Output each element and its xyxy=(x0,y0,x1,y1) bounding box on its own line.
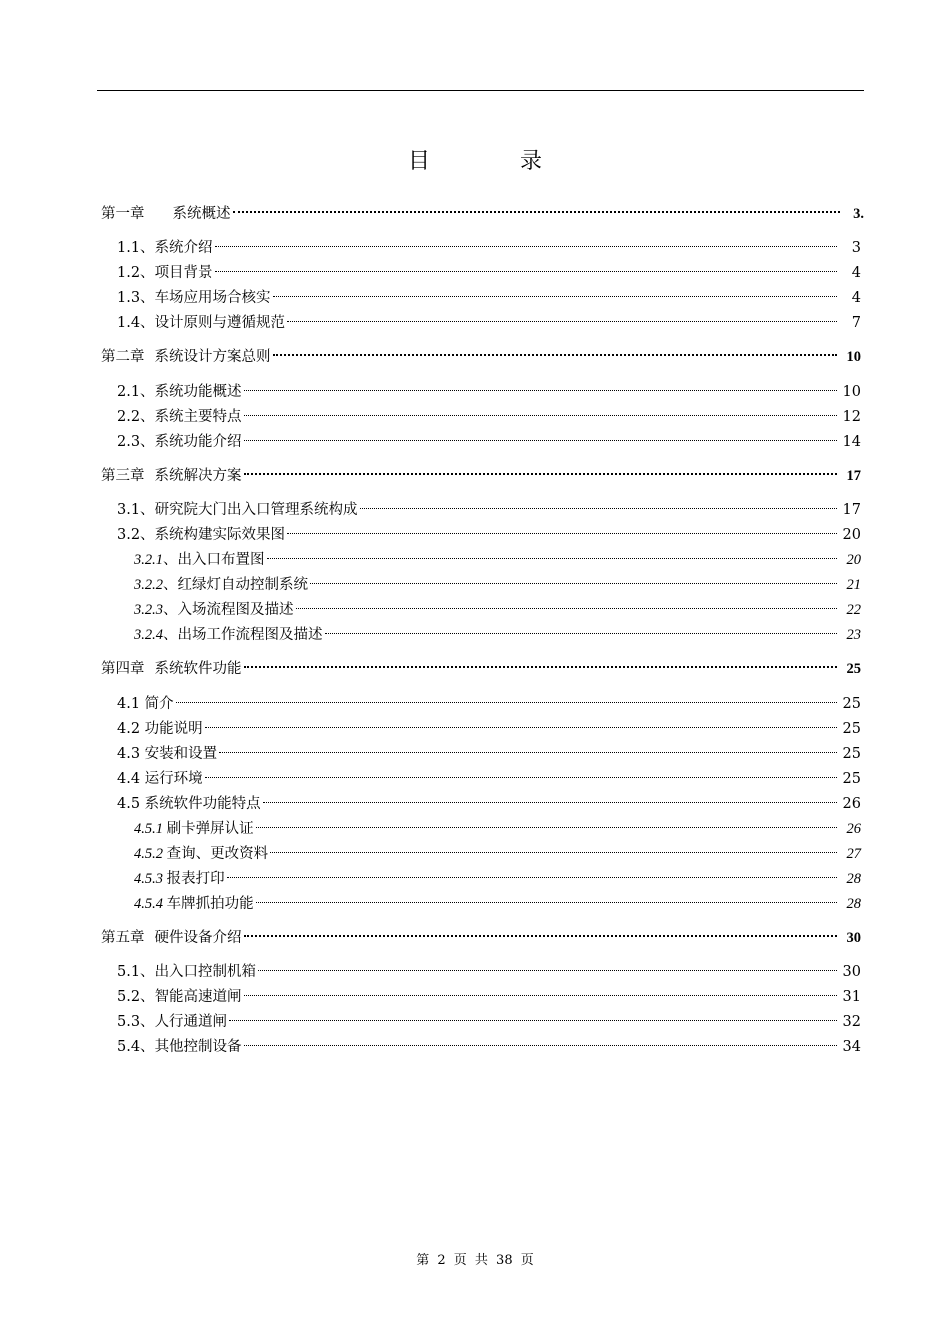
toc-entry[interactable] xyxy=(117,1036,861,1058)
dot-leader xyxy=(244,415,837,416)
toc-entry-number: 3.2.4 xyxy=(134,627,163,643)
toc-entry-number: 2.2、 xyxy=(117,409,155,425)
dot-leader xyxy=(360,508,837,509)
toc-entry-label xyxy=(134,818,254,840)
dot-leader xyxy=(287,321,837,322)
dot-leader xyxy=(273,296,837,297)
toc-entry[interactable] xyxy=(134,893,861,915)
toc-entry[interactable] xyxy=(134,868,861,890)
toc-entry-title: 系统软件功能特点 xyxy=(144,796,261,812)
dot-leader xyxy=(296,608,838,609)
toc-entry-label xyxy=(101,346,271,368)
toc-entry-page-number: 22 xyxy=(846,602,861,618)
toc-entry[interactable] xyxy=(101,465,861,487)
toc-entry[interactable] xyxy=(134,599,861,621)
toc-entry-title: 刷卡弹屏认证 xyxy=(166,821,254,837)
dot-leader xyxy=(229,1020,837,1021)
toc-entry-title: 系统功能介绍 xyxy=(154,434,242,450)
dot-leader xyxy=(244,473,838,475)
toc-entry-label xyxy=(117,499,358,521)
dot-leader xyxy=(244,390,837,391)
toc-entry-title: 系统软件功能 xyxy=(154,661,242,677)
toc-entry[interactable] xyxy=(117,312,861,334)
toc-entry-number: 2.1、 xyxy=(117,384,155,400)
toc-entry-page-number: 27 xyxy=(846,846,861,862)
toc-entry-label xyxy=(117,693,174,715)
toc-entry-number: 1.4、 xyxy=(117,315,155,331)
dot-leader xyxy=(244,440,837,441)
toc-entry-title: 系统介绍 xyxy=(154,240,213,256)
toc-entry-number: 第二章 xyxy=(101,349,145,365)
toc-entry-number: 3.2.2 xyxy=(134,577,163,593)
toc-entry-label xyxy=(134,843,268,865)
toc-entry-label xyxy=(134,549,265,571)
toc-entry[interactable] xyxy=(117,381,861,403)
toc-entry-page-number: 7 xyxy=(851,315,861,331)
toc-entry-label xyxy=(101,658,242,680)
toc-entry-title: 研究院大门出入口管理系统构成 xyxy=(154,502,358,518)
toc-entry-page-number: 30 xyxy=(842,964,861,980)
toc-entry-title: 报表打印 xyxy=(166,871,225,887)
toc-entry-page-number: 28 xyxy=(846,896,861,912)
toc-entry-label xyxy=(117,262,213,284)
toc-entry-label xyxy=(117,743,217,765)
toc-entry-title: 出入口控制机箱 xyxy=(154,964,257,980)
dot-leader xyxy=(267,558,838,559)
toc-entry[interactable] xyxy=(101,927,861,949)
toc-entry-page-number: 32 xyxy=(842,1014,861,1030)
toc-entry-label xyxy=(134,599,294,621)
toc-entry-page-number: 3 xyxy=(851,240,861,256)
toc-entry-number: 3.1、 xyxy=(117,502,155,518)
toc-entry[interactable] xyxy=(101,203,864,225)
dot-leader xyxy=(263,802,837,803)
toc-entry-number: 第四章 xyxy=(101,661,145,677)
dot-leader xyxy=(258,970,837,971)
toc-entry-label xyxy=(134,868,225,890)
toc-entry-title: 查询、更改资料 xyxy=(166,846,269,862)
toc-entry-label xyxy=(101,203,231,225)
dot-leader xyxy=(244,995,837,996)
toc-entry-title: 简介 xyxy=(144,696,174,712)
toc-entry-title: 项目背景 xyxy=(154,265,213,281)
toc-entry-number: 2.3、 xyxy=(117,434,155,450)
toc-entry-label xyxy=(117,381,242,403)
page-footer: 第 2 页 共 38 页 xyxy=(416,1253,534,1268)
toc-entry-number: 5.2、 xyxy=(117,989,155,1005)
toc-entry-label xyxy=(134,624,323,646)
toc-entry-title: 智能高速道闸 xyxy=(154,989,242,1005)
toc-entry-page-number: 25 xyxy=(842,746,861,762)
toc-entry-page-number: 4 xyxy=(851,265,861,281)
toc-entry[interactable] xyxy=(117,793,861,815)
toc-entry-page-number: 25 xyxy=(846,661,861,677)
toc-entry-title: 设计原则与遵循规范 xyxy=(154,315,286,331)
toc-entry-page-number: 17 xyxy=(842,502,861,518)
toc-entry[interactable] xyxy=(117,237,861,259)
toc-entry-page-number: 30 xyxy=(846,930,861,946)
toc-entry[interactable] xyxy=(117,743,861,765)
toc-entry-page-number: 4 xyxy=(851,290,861,306)
toc-entry-number: 4.3 xyxy=(117,746,145,762)
toc-entry-page-number: 17 xyxy=(846,468,861,484)
toc-entry-label xyxy=(134,893,254,915)
page-title: 目 录 xyxy=(407,149,576,174)
toc-entry-page-number: 20 xyxy=(846,552,861,568)
dot-leader xyxy=(233,211,841,213)
toc-entry-number: 4.5.1 xyxy=(134,821,167,837)
dot-leader xyxy=(215,246,837,247)
dot-leader xyxy=(256,902,837,903)
toc-entry-page-number: 28 xyxy=(846,871,861,887)
toc-entry[interactable] xyxy=(117,693,861,715)
dot-leader xyxy=(219,752,837,753)
toc-entry[interactable] xyxy=(134,843,861,865)
toc-entry[interactable] xyxy=(117,406,861,428)
toc-entry[interactable] xyxy=(117,1011,861,1033)
toc-entry-number: 4.4 xyxy=(117,771,145,787)
toc-entry-title: 运行环境 xyxy=(144,771,203,787)
toc-entry-page-number: 20 xyxy=(842,527,861,543)
toc-entry[interactable] xyxy=(117,986,861,1008)
dot-leader xyxy=(273,354,838,356)
dot-leader xyxy=(244,935,838,937)
toc-entry[interactable] xyxy=(134,549,861,571)
toc-entry-page-number: 34 xyxy=(842,1039,861,1055)
toc-entry[interactable] xyxy=(117,961,861,983)
toc-entry-number: 第一章 xyxy=(101,206,145,222)
toc-entry-label xyxy=(101,927,242,949)
toc-entry-title: 其他控制设备 xyxy=(154,1039,242,1055)
toc-entry-label xyxy=(117,986,242,1008)
dot-leader xyxy=(287,533,837,534)
toc-entry[interactable] xyxy=(117,431,861,453)
toc-entry-label xyxy=(117,793,261,815)
toc-entry-title: 系统功能概述 xyxy=(154,384,242,400)
toc-entry-page-number: 12 xyxy=(842,409,861,425)
toc-entry-number: 4.1 xyxy=(117,696,145,712)
toc-entry-page-number: 10 xyxy=(846,349,861,365)
dot-leader xyxy=(256,827,837,828)
toc-entry-label xyxy=(117,1011,227,1033)
toc-entry-number: 3.2.3 xyxy=(134,602,163,618)
toc-entry-label xyxy=(101,465,242,487)
toc-entry-page-number: 3. xyxy=(853,206,864,222)
toc-entry-number: 4.5.2 xyxy=(134,846,167,862)
toc-entry-number: 第三章 xyxy=(101,468,145,484)
toc-entry-label xyxy=(117,237,213,259)
toc-entry[interactable] xyxy=(134,574,861,596)
toc-entry-number: 1.2、 xyxy=(117,265,155,281)
dot-leader xyxy=(205,727,837,728)
toc-entry-page-number: 21 xyxy=(846,577,861,593)
dot-leader xyxy=(244,666,838,668)
dot-leader xyxy=(244,1045,837,1046)
toc-entry-title: 系统主要特点 xyxy=(154,409,242,425)
toc-entry-title: 车牌抓拍功能 xyxy=(166,896,254,912)
toc-entry-number: 1.1、 xyxy=(117,240,155,256)
toc-entry-label xyxy=(117,431,242,453)
toc-entry-page-number: 23 xyxy=(846,627,861,643)
toc-entry-label xyxy=(117,287,271,309)
toc-entry[interactable] xyxy=(134,624,861,646)
toc-entry-title: 系统概述 xyxy=(172,206,231,222)
toc-entry-title: 系统设计方案总则 xyxy=(154,349,271,365)
toc-entry-label xyxy=(117,312,285,334)
toc-entry-title: 硬件设备介绍 xyxy=(154,930,242,946)
toc-entry-number: 1.3、 xyxy=(117,290,155,306)
toc-entry-number: 第五章 xyxy=(101,930,145,946)
toc-entry-page-number: 10 xyxy=(842,384,861,400)
toc-entry[interactable] xyxy=(101,346,861,368)
dot-leader xyxy=(176,702,837,703)
toc-entry-page-number: 14 xyxy=(842,434,861,450)
toc-entry-number: 5.3、 xyxy=(117,1014,155,1030)
toc-entry[interactable] xyxy=(117,262,861,284)
toc-entry-label xyxy=(117,1036,242,1058)
toc-entry-page-number: 25 xyxy=(842,721,861,737)
dot-leader xyxy=(227,877,837,878)
toc-entry-title: 功能说明 xyxy=(144,721,203,737)
toc-entry-page-number: 25 xyxy=(842,696,861,712)
dot-leader xyxy=(310,583,837,584)
toc-entry-number: 3.2、 xyxy=(117,527,155,543)
toc-entry-title: 系统构建实际效果图 xyxy=(154,527,286,543)
toc-entry-number: 5.1、 xyxy=(117,964,155,980)
toc-entry[interactable] xyxy=(117,718,861,740)
toc-entry-title: 人行通道闸 xyxy=(154,1014,228,1030)
toc-entry-number: 3.2.1 xyxy=(134,552,163,568)
toc-entry[interactable] xyxy=(117,287,861,309)
toc-entry-title: 、出入口布置图 xyxy=(163,552,265,568)
toc-entry[interactable] xyxy=(117,499,861,521)
toc-entry[interactable] xyxy=(134,818,861,840)
dot-leader xyxy=(270,852,837,853)
toc-entry-number: 4.2 xyxy=(117,721,145,737)
toc-entry-title: 、红绿灯自动控制系统 xyxy=(163,577,308,593)
toc-entry-number: 5.4、 xyxy=(117,1039,155,1055)
toc-entry-label xyxy=(117,961,256,983)
toc-entry-page-number: 26 xyxy=(842,796,861,812)
dot-leader xyxy=(205,777,837,778)
dot-leader xyxy=(215,271,837,272)
toc-entry[interactable] xyxy=(117,524,861,546)
toc-entry-label xyxy=(117,718,203,740)
toc-entry-label xyxy=(117,524,285,546)
toc-entry[interactable] xyxy=(101,658,861,680)
toc-entry-title: 、入场流程图及描述 xyxy=(163,602,294,618)
toc-entry-label xyxy=(117,768,203,790)
toc-entry-title: 系统解决方案 xyxy=(154,468,242,484)
dot-leader xyxy=(325,633,838,634)
toc-entry-page-number: 25 xyxy=(842,771,861,787)
toc-entry-number: 4.5.3 xyxy=(134,871,167,887)
toc-entry-page-number: 26 xyxy=(846,821,861,837)
toc-entry-number: 4.5 xyxy=(117,796,145,812)
toc-entry-label xyxy=(134,574,308,596)
toc-entry-title: 车场应用场合核实 xyxy=(154,290,271,306)
toc-entry-title: 安装和设置 xyxy=(144,746,218,762)
toc-entry-label xyxy=(117,406,242,428)
toc-entry-page-number: 31 xyxy=(842,989,861,1005)
toc-entry-title: 、出场工作流程图及描述 xyxy=(163,627,323,643)
toc-entry[interactable] xyxy=(117,768,861,790)
toc-entry-number: 4.5.4 xyxy=(134,896,167,912)
